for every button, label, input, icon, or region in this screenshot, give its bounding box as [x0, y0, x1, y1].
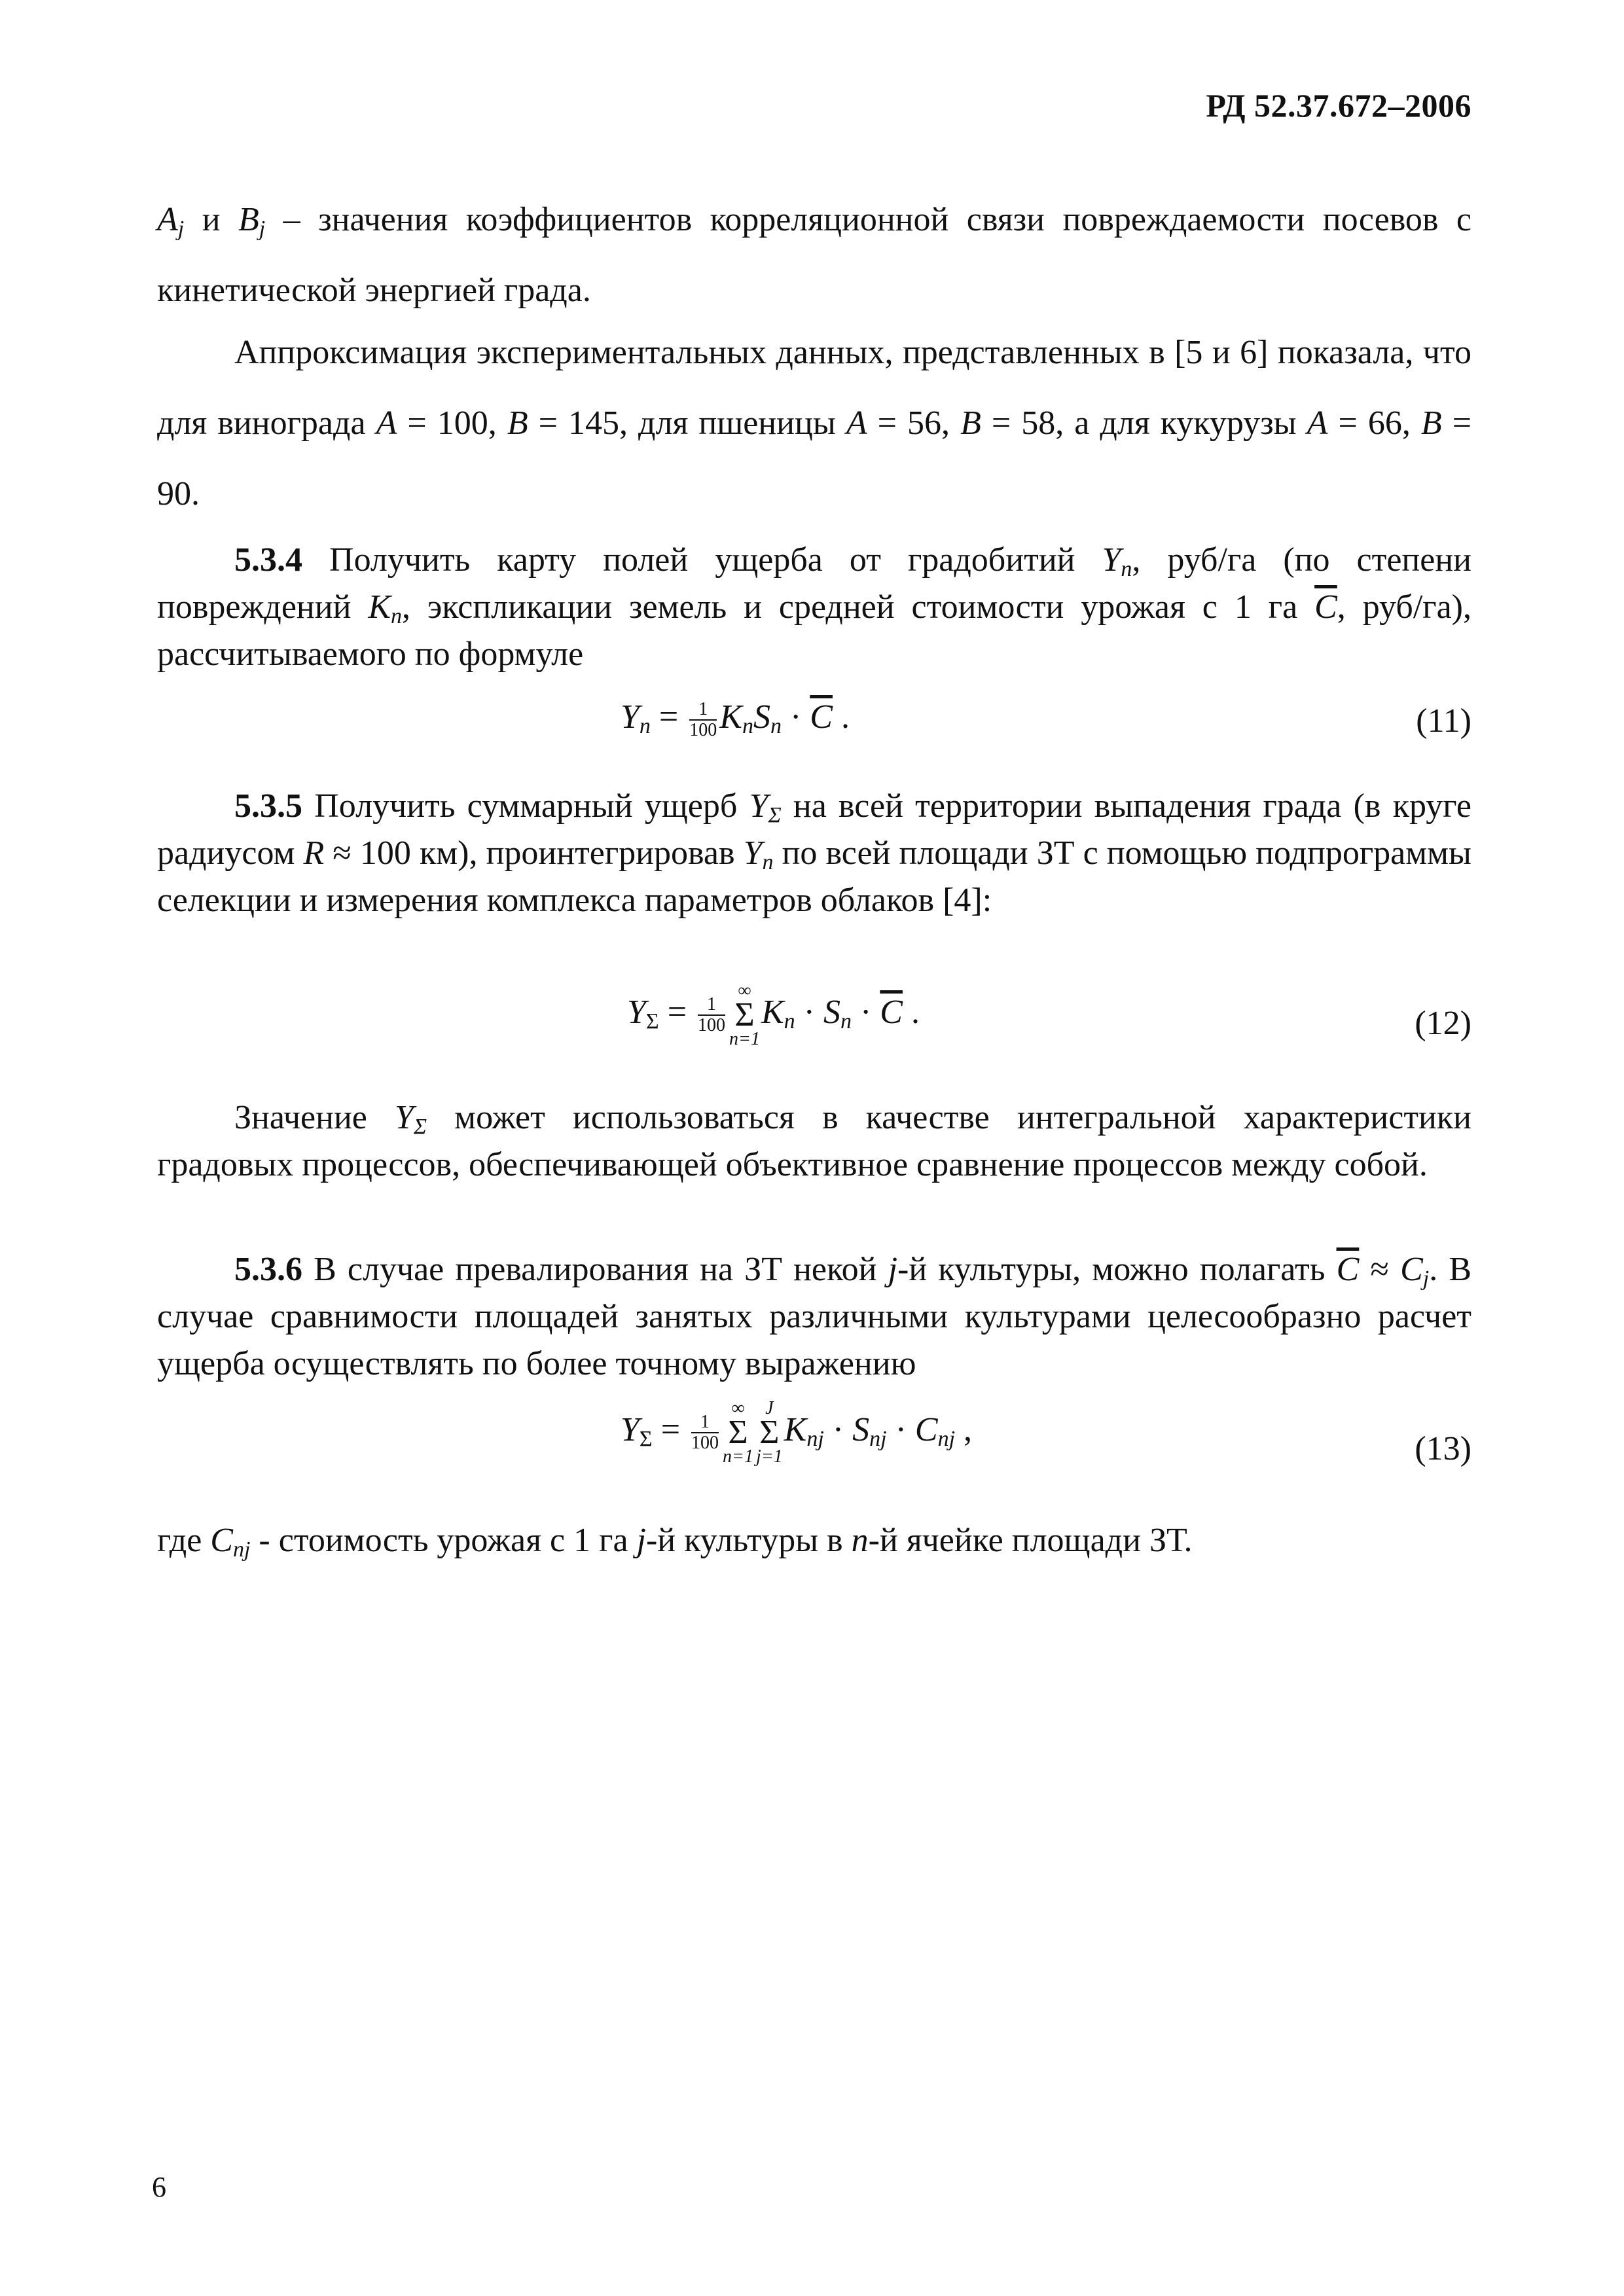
- sum-lower: n=1: [729, 1029, 760, 1049]
- var-y: Y: [627, 993, 646, 1031]
- fraction: [698, 995, 725, 1035]
- sub-j: j: [177, 217, 185, 241]
- text: = 90.: [157, 404, 1472, 512]
- text: где: [157, 1522, 211, 1559]
- sub-n: n: [784, 1009, 795, 1033]
- sum-upper: ∞: [731, 1398, 745, 1418]
- punct: ,: [955, 1410, 973, 1448]
- punct: .: [902, 993, 920, 1031]
- section-5-3-6: [157, 1246, 1471, 1388]
- sub-n: n: [762, 850, 774, 874]
- sub-sigma: Σ: [413, 1115, 427, 1139]
- var-c-bar: $\overline{C}$: [1314, 588, 1337, 626]
- text: = 145, для пшеницы: [528, 404, 846, 442]
- equation-number-13: (13): [1415, 1430, 1471, 1467]
- approximation-paragraph: [157, 317, 1471, 529]
- frac-denominator: 100: [689, 720, 717, 741]
- text: -й культуры, можно полагать: [897, 1251, 1337, 1288]
- fraction: [691, 1412, 719, 1453]
- var-y: Y: [621, 698, 640, 736]
- var-a: A: [1307, 404, 1328, 442]
- sub-n: n: [770, 714, 782, 738]
- where-paragraph: [157, 1517, 1471, 1564]
- page-number: 6: [152, 2171, 166, 2203]
- var-y: Y: [621, 1410, 640, 1448]
- var-n: n: [851, 1522, 869, 1559]
- sum-lower: j=1: [755, 1446, 783, 1467]
- var-k: K: [368, 588, 391, 626]
- var-r: R: [303, 834, 325, 872]
- sum-sign: Σ: [734, 996, 755, 1033]
- var-k: K: [784, 1410, 807, 1448]
- sub-sigma: Σ: [768, 803, 782, 827]
- sub-nj: nj: [232, 1537, 251, 1562]
- var-s: S: [852, 1410, 870, 1448]
- sum-sign: Σ: [759, 1414, 780, 1451]
- section-5-3-4: [157, 537, 1471, 678]
- frac-denominator: 100: [691, 1433, 719, 1453]
- var-b: B: [960, 404, 981, 442]
- approx-sign: ≈: [1359, 1251, 1401, 1288]
- equation-number-11: (11): [1416, 702, 1471, 740]
- dot: ·: [781, 698, 810, 736]
- conj-text: и: [184, 201, 238, 238]
- sub-sigma: Σ: [639, 1426, 653, 1451]
- var-c-bar: $\overline{C}$: [880, 993, 903, 1031]
- var-a: A: [376, 404, 397, 442]
- text: может использоваться в качестве интегральной характеристики градовых процессов, обеспечивающей объективное сравнение процессов между собой.: [157, 1099, 1471, 1183]
- sub-sigma: Σ: [645, 1009, 659, 1033]
- var-a: A: [846, 404, 867, 442]
- equals: =: [659, 993, 696, 1031]
- sub-n: n: [391, 604, 403, 628]
- dot: ·: [795, 993, 823, 1031]
- var-c: C: [914, 1410, 938, 1448]
- section-number: 5.3.5: [234, 787, 302, 825]
- var-c: C: [1400, 1251, 1423, 1288]
- summation-j: [756, 1399, 783, 1466]
- sum-sign: Σ: [728, 1414, 748, 1451]
- summation: [729, 982, 760, 1049]
- frac-numerator: 1: [689, 700, 717, 721]
- text: Получить суммарный ущерб: [302, 787, 749, 825]
- var-y: Y: [394, 1099, 414, 1136]
- var-k: K: [761, 993, 784, 1031]
- var-y: Y: [743, 834, 763, 872]
- section-number: 5.3.6: [234, 1251, 302, 1288]
- text: = 58, а для кукурузы: [981, 404, 1307, 442]
- text: Значение: [234, 1099, 395, 1136]
- section-5-3-5: [157, 783, 1471, 924]
- text: , руб/га), рассчитываемого по формуле: [157, 588, 1471, 673]
- text: Аппроксимация экспериментальных данных, представленных в [5 и 6] показала, что для винограда: [157, 334, 1471, 442]
- text: В случае превалирования на ЗТ некой: [302, 1251, 888, 1288]
- frac-numerator: 1: [691, 1412, 719, 1433]
- sum-lower: n=1: [723, 1446, 753, 1467]
- equation-12: [627, 982, 920, 1049]
- sub-nj: nj: [937, 1426, 956, 1451]
- var-y: Y: [1102, 541, 1121, 579]
- value-paragraph: [157, 1094, 1471, 1189]
- var-y: Y: [749, 787, 768, 825]
- dot: ·: [823, 1410, 853, 1448]
- sub-j: j: [1422, 1266, 1430, 1291]
- text: Получить карту полей ущерба от градобитий: [302, 541, 1102, 579]
- var-k: K: [719, 698, 742, 736]
- text: , экспликации земель и средней стоимости урожая с 1 га: [402, 588, 1315, 626]
- var-c-bar: $\overline{C}$: [810, 698, 833, 736]
- sub-n: n: [840, 1009, 852, 1033]
- frac-numerator: 1: [698, 995, 725, 1016]
- text: = 56,: [867, 404, 961, 442]
- coefficients-paragraph: [157, 185, 1471, 326]
- para-text: – значения коэффициентов корреляционной связи повреждаемости посевов с кинетической энергией града.: [157, 201, 1471, 309]
- var-b: B: [238, 201, 259, 238]
- var-b: B: [507, 404, 528, 442]
- equals: =: [650, 698, 687, 736]
- var-s: S: [823, 993, 840, 1031]
- var-b: B: [1420, 404, 1442, 442]
- fraction: [689, 700, 717, 740]
- text: - стоимость урожая с 1 га: [250, 1522, 637, 1559]
- sub-nj: nj: [869, 1426, 887, 1451]
- text: ≈ 100 км), проинтегрировав: [324, 834, 744, 872]
- text: = 66,: [1327, 404, 1421, 442]
- text: . В случае сравнимости площадей занятых различными культурами целесообразно расчет ущерба осуществлять по более точному выражению: [157, 1251, 1472, 1382]
- var-s: S: [753, 698, 770, 736]
- text: по всей площади ЗТ с помощью подпрограммы селекции и измерения комплекса параметров облаков [4]:: [157, 834, 1471, 919]
- sub-n: n: [639, 714, 651, 738]
- var-j: j: [888, 1251, 898, 1288]
- equation-number-12: (12): [1415, 1005, 1471, 1042]
- equation-13: [621, 1399, 972, 1466]
- section-number: 5.3.4: [234, 541, 302, 579]
- frac-denominator: 100: [698, 1015, 726, 1035]
- dot: ·: [851, 993, 880, 1031]
- dot: ·: [886, 1410, 915, 1448]
- sub-j: j: [259, 217, 266, 241]
- sum-upper: ∞: [738, 980, 751, 1001]
- text: на всей территории выпадения града (в круге радиусом: [157, 787, 1472, 872]
- punct: .: [832, 698, 850, 736]
- summation-n: [723, 1399, 753, 1466]
- equals: =: [652, 1410, 689, 1448]
- var-c: C: [210, 1522, 233, 1559]
- text: -й ячейке площади ЗТ.: [868, 1522, 1193, 1559]
- var-j: j: [636, 1522, 646, 1559]
- document-code: РД 52.37.672–2006: [1206, 87, 1471, 124]
- equation-11: [621, 698, 850, 740]
- text: -й культуры в: [645, 1522, 852, 1559]
- sub-nj: nj: [806, 1426, 824, 1451]
- text: = 100,: [397, 404, 507, 442]
- text: , руб/га (по степени повреждений: [157, 541, 1471, 626]
- sum-upper: J: [765, 1398, 774, 1418]
- sub-n: n: [1121, 557, 1132, 581]
- sub-n: n: [742, 714, 753, 738]
- var-c-bar: $\overline{C}$: [1336, 1251, 1360, 1288]
- var-a: A: [157, 201, 178, 238]
